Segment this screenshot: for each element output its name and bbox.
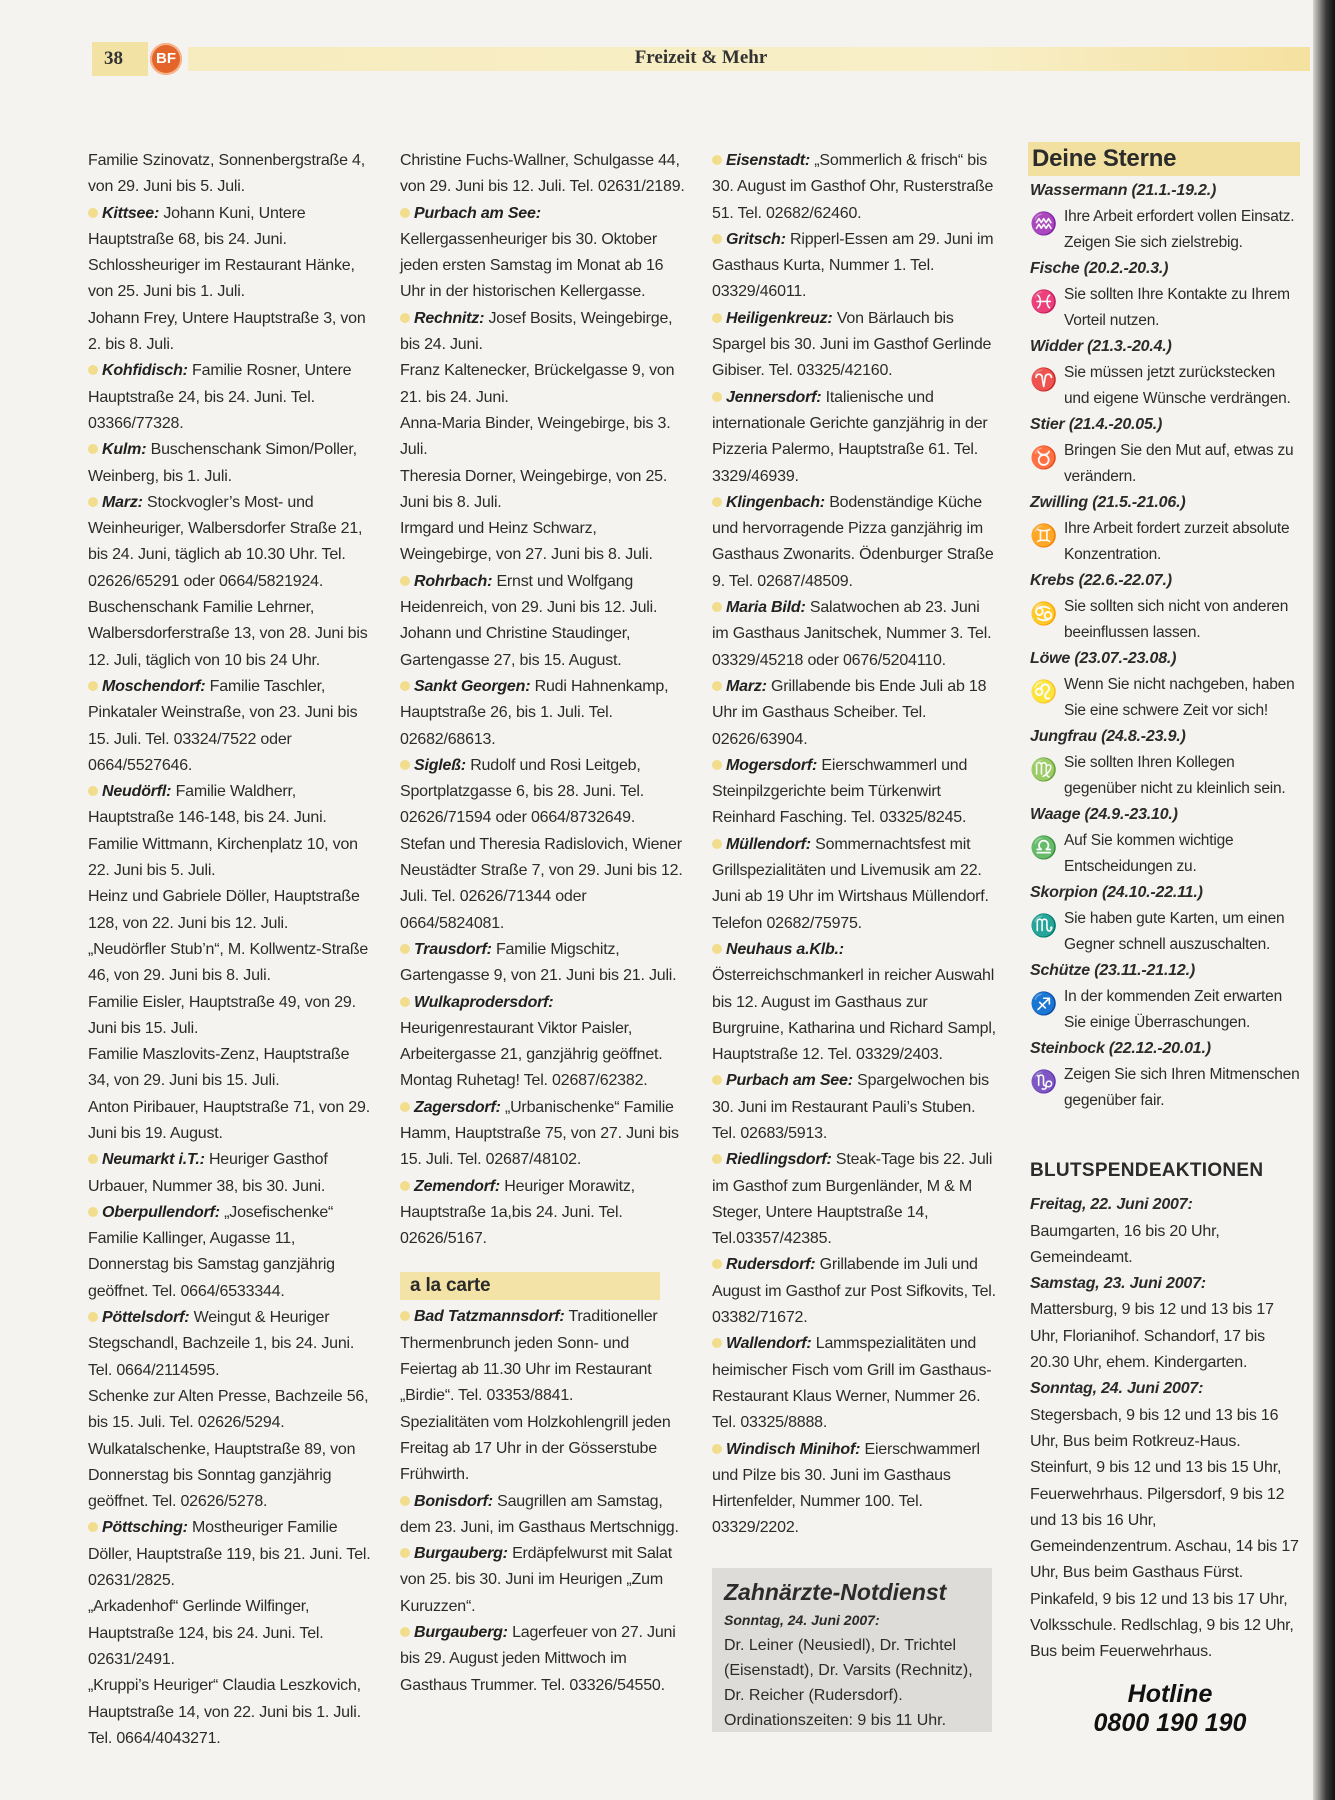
- bullet-icon: [712, 497, 722, 507]
- listing-text: Sommernachtsfest mit Grillspezialitäten und Livemusik am 22. Juni ab 19 Uhr im Wirtshaus Müllendorf. Telefon 02682/75975.: [712, 835, 989, 932]
- listing-entry: [88, 990, 374, 1043]
- zodiac-sign-name: Skorpion (24.10.-22.11.): [1030, 884, 1203, 901]
- bullet-icon: [400, 681, 410, 691]
- hotline-label: Hotline: [1127, 1680, 1213, 1708]
- zodiac-forecast: [1030, 204, 1300, 256]
- listing-text: Familie Migschitz, Gartengasse 9, von 21. Juni bis 21. Juli.: [400, 940, 677, 985]
- listing-text: Schlossheuriger im Restaurant Hänke, von 25. Juni bis 1. Juli.: [88, 257, 355, 301]
- zodiac-text: In der kommenden Zeit erwarten Sie einige Überraschungen.: [1064, 988, 1282, 1031]
- bullet-icon: [88, 444, 98, 454]
- listing-entry: [712, 674, 998, 753]
- bullet-icon: [400, 313, 410, 323]
- listing-text: Heuriger Morawitz, Hauptstraße 1a,bis 24. Juni. Tel. 02626/5167.: [400, 1177, 635, 1248]
- zodiac-text: Auf Sie kommen wichtige Entscheidungen zu.: [1064, 832, 1234, 875]
- bullet-icon: [712, 944, 722, 954]
- listing-entry: [400, 1410, 690, 1489]
- zodiac-forecast: [1030, 672, 1300, 724]
- listing-entry: [400, 937, 690, 990]
- listing-text: Josef Bosits, Weingebirge, bis 24. Juni.: [400, 309, 673, 354]
- listing-text: Heuriger Gasthof Urbauer, Nummer 38, bis 30. Juni.: [88, 1151, 328, 1195]
- dentist-hours: Ordinationszeiten: 9 bis 11 Uhr.: [724, 1712, 947, 1729]
- listing-text: Franz Kaltenecker, Brückelgasse 9, von 21. bis 24. Juni.: [400, 362, 675, 406]
- listing-entry: [712, 753, 998, 832]
- listing-text: Grillabende bis Ende Juli ab 18 Uhr im Gasthaus Scheiber. Tel. 02626/63904.: [712, 677, 987, 748]
- listing-entry: [712, 1331, 998, 1436]
- listing-entry: [400, 1174, 690, 1253]
- listing-text: Schenke zur Alten Presse, Bachzeile 56, bis 15. Juli. Tel. 02626/5294.: [88, 1387, 369, 1432]
- town-name: Burgauberg:: [414, 1545, 508, 1563]
- zodiac-sign-name: Stier (21.4.-20.05.): [1030, 416, 1163, 433]
- bullet-icon: [712, 313, 722, 323]
- blood-donation-list: [1030, 1192, 1300, 1665]
- zodiac-forecast: [1030, 828, 1300, 880]
- zodiac-forecast: [1030, 906, 1300, 958]
- town-name: Rohrbach:: [414, 572, 493, 590]
- section-title: Freizeit & Mehr: [634, 47, 768, 68]
- libra-icon: ♎: [1030, 834, 1058, 860]
- listing-text: Saugrillen am Samstag, dem 23. Juni, im Gasthaus Mertschnigg.: [400, 1492, 679, 1536]
- listing-entry: [88, 674, 374, 779]
- listing-entry: [88, 1673, 374, 1752]
- zodiac-sign-name: Löwe (23.07.-23.08.): [1030, 650, 1177, 667]
- listing-text: Buschenschank Familie Lehrner, Walbersdorferstraße 13, von 28. Juni bis 12. Juli, täglich von 10 bis 24 Uhr.: [88, 599, 368, 669]
- listing-entry: [88, 937, 374, 990]
- virgo-icon: ♍: [1030, 756, 1058, 782]
- listing-text: Familie Waldherr, Hauptstraße 146-148, bis 24. Juni.: [88, 783, 327, 827]
- listing-entry: [400, 1304, 690, 1409]
- listing-text: Rudolf und Rosi Leitgeb, Sportplatzgasse 6, bis 28. Juni. Tel. 02626/71594 oder 0664/8732649.: [400, 756, 645, 827]
- town-name: Zemendorf:: [414, 1177, 501, 1195]
- zodiac-text: Ihre Arbeit erfordert vollen Einsatz. Zeigen Sie sich zielstrebig.: [1064, 208, 1295, 251]
- town-name: Kittsee:: [102, 204, 160, 222]
- town-name: Moschendorf:: [102, 677, 206, 695]
- listing-text: Spargelwochen bis 30. Juni im Restaurant Pauli’s Stuben. Tel. 02683/5913.: [712, 1072, 989, 1142]
- zodiac-forecast: [1030, 438, 1300, 490]
- listing-text: Eierschwammerl und Steinpilzgerichte beim Türkenwirt Reinhard Fasching. Tel. 03325/8245.: [712, 756, 968, 827]
- town-name: Neumarkt i.T.:: [102, 1151, 205, 1169]
- town-name: Rudersdorf:: [726, 1256, 816, 1274]
- listing-text: Anton Piribauer, Hauptstraße 71, von 29. Juni bis 19. August.: [88, 1098, 370, 1142]
- bullet-icon: [400, 997, 410, 1007]
- zodiac-text: Ihre Arbeit fordert zurzeit absolute Konzentration.: [1064, 520, 1290, 563]
- donation-locations: Baumgarten, 16 bis 20 Uhr, Gemeindeamt.: [1030, 1222, 1220, 1266]
- listing-entry: [88, 1515, 374, 1594]
- listing-entry: [88, 595, 374, 674]
- listing-text: Steak-Tage bis 22. Juli im Gasthof zum Burgenländer, M & M Steger, Untere Hauptstraße 14, Tel.03357/42385.: [712, 1151, 993, 1248]
- blood-donation-title: BLUTSPENDEAKTIONEN: [1030, 1160, 1264, 1181]
- listing-entry: [400, 411, 690, 464]
- bf-logo-icon: BF: [150, 43, 182, 75]
- bullet-icon: [88, 208, 98, 218]
- town-name: Burgauberg:: [414, 1624, 508, 1642]
- zodiac-forecast: [1030, 984, 1300, 1036]
- listing-entry: [712, 148, 998, 227]
- page-header: [92, 42, 1310, 76]
- listing-entry: [88, 1095, 374, 1148]
- bullet-icon: [400, 1496, 410, 1506]
- horoscope-title: Deine Sterne: [1028, 142, 1300, 176]
- listing-text: „Sommerlich & frisch“ bis 30. August im Gasthof Ohr, Rusterstraße 51. Tel. 02682/62460.: [712, 152, 994, 222]
- zodiac-sign-name: Steinbock (22.12.-20.01.): [1030, 1040, 1211, 1057]
- donation-locations: Mattersburg, 9 bis 12 und 13 bis 17 Uhr, Florianihof. Schandorf, 17 bis 20.30 Uhr, ehem. Kindergarten.: [1030, 1301, 1274, 1372]
- town-name: Sankt Georgen:: [414, 677, 531, 695]
- town-name: Oberpullendorf:: [102, 1203, 220, 1221]
- bullet-icon: [88, 497, 98, 507]
- listing-entry: [88, 253, 374, 306]
- listing-entry: [712, 1252, 998, 1331]
- bullet-icon: [400, 1102, 410, 1112]
- town-name: Pöttsching:: [102, 1519, 188, 1537]
- bullet-icon: [712, 392, 722, 402]
- zodiac-forecast: [1030, 360, 1300, 412]
- hotline-box: [1090, 1680, 1250, 1738]
- town-name: Purbach am See:: [726, 1072, 853, 1090]
- listing-text: Theresia Dorner, Weingebirge, von 25. Juni bis 8. Juli.: [400, 467, 668, 511]
- town-name: Rechnitz:: [414, 309, 485, 327]
- listing-text: Familie Rosner, Untere Hauptstraße 24, bis 24. Juni. Tel. 03366/77328.: [88, 362, 352, 432]
- listing-entry: [400, 464, 690, 517]
- cancer-icon: ♋: [1030, 600, 1058, 626]
- town-name: Riedlingsdorf:: [726, 1151, 832, 1169]
- bullet-icon: [712, 155, 722, 165]
- town-name: Eisenstadt:: [726, 152, 811, 169]
- town-name: Zagersdorf:: [414, 1098, 501, 1116]
- listing-text: Christine Fuchs-Wallner, Schulgasse 44, von 29. Juni bis 12. Juli. Tel. 02631/2189.: [400, 152, 685, 196]
- listing-text: Von Bärlauch bis Spargel bis 30. Juni im Gasthof Gerlinde Gibiser. Tel. 03325/42160.: [712, 309, 992, 380]
- listing-entry: [88, 1437, 374, 1516]
- bullet-icon: [88, 1522, 98, 1532]
- listing-entry: [88, 1200, 374, 1305]
- pisces-icon: ♓: [1030, 288, 1058, 314]
- zodiac-text: Sie sollten Ihren Kollegen gegenüber nicht zu kleinlich sein.: [1064, 754, 1286, 797]
- listing-entry: [400, 621, 690, 674]
- listing-entry: [400, 990, 690, 1095]
- donation-date: Samstag, 23. Juni 2007:: [1030, 1275, 1206, 1293]
- listing-entry: [712, 490, 998, 595]
- zodiac-forecast: [1030, 516, 1300, 568]
- column-1: [88, 148, 374, 1752]
- donation-date: Sonntag, 24. Juni 2007:: [1030, 1380, 1204, 1398]
- town-name: Maria Bild:: [726, 599, 806, 617]
- bullet-icon: [400, 576, 410, 586]
- listing-entry: [712, 227, 998, 306]
- bullet-icon: [712, 1338, 722, 1348]
- zodiac-sign-name: Jungfrau (24.8.-23.9.): [1030, 728, 1186, 745]
- town-name: Sigleß:: [414, 756, 466, 774]
- listing-text: Bodenständige Küche und hervorragende Pizza ganzjährig im Gasthaus Zwonarits. Ödenburger Straße 9. Tel. 02687/48509.: [712, 493, 994, 590]
- town-name: Marz:: [726, 677, 767, 695]
- listing-text: Italienische und internationale Gerichte ganzjährig in der Pizzeria Palermo, Hauptstraße 61. Tel. 3329/46939.: [712, 388, 988, 485]
- listing-text: Heurigenrestaurant Viktor Paisler, Arbeitergasse 21, ganzjährig geöffnet. Montag Ruhetag! Tel. 02687/62382.: [400, 1019, 663, 1090]
- sagittarius-icon: ♐: [1030, 990, 1058, 1016]
- zodiac-forecast: [1030, 750, 1300, 802]
- bullet-icon: [88, 1312, 98, 1322]
- listing-entry: [400, 201, 690, 306]
- listing-text: Mostheuriger Familie Döller, Hauptstraße 119, bis 21. Juni. Tel. 02631/2825.: [88, 1519, 371, 1590]
- town-name: Marz:: [102, 493, 143, 511]
- alacarte-title: a la carte: [400, 1272, 660, 1300]
- aquarius-icon: ♒: [1030, 210, 1058, 236]
- aries-icon: ♈: [1030, 366, 1058, 392]
- town-name: Gritsch:: [726, 230, 786, 248]
- zodiac-sign-name: Widder (21.3.-20.4.): [1030, 338, 1172, 355]
- zodiac-sign-name: Zwilling (21.5.-21.06.): [1030, 494, 1186, 511]
- listing-text: Irmgard und Heinz Schwarz, Weingebirge, von 27. Juni bis 8. Juli.: [400, 520, 653, 564]
- zodiac-text: Wenn Sie nicht nachgeben, haben Sie eine schwere Zeit vor sich!: [1064, 676, 1295, 719]
- listing-text: Stefan und Theresia Radislovich, Wiener Neustädter Straße 7, von 29. Juni bis 12. Juli. Tel. 02626/71344 oder 0664/5824081.: [400, 835, 683, 932]
- listing-text: „Josefischenke“ Familie Kallinger, Augasse 11, Donnerstag bis Samstag ganzjährig geöffnet. Tel. 0664/6533344.: [88, 1203, 335, 1300]
- listing-entry: [712, 595, 998, 674]
- listing-entry: [88, 884, 374, 937]
- donation-date: Freitag, 22. Juni 2007:: [1030, 1196, 1193, 1214]
- listing-text: „Kruppi’s Heuriger“ Claudia Leszkovich, Hauptstraße 14, von 22. Juni bis 1. Juli. Tel. 0664/4043271.: [88, 1677, 361, 1747]
- listing-text: Johann Kuni, Untere Hauptstraße 68, bis 24. Juni.: [88, 204, 306, 248]
- bullet-icon: [400, 208, 410, 218]
- listing-text: Spezialitäten vom Holzkohlengrill jeden Freitag ab 17 Uhr in der Gösserstube Frühwirth.: [400, 1413, 671, 1484]
- bullet-icon: [400, 760, 410, 770]
- zodiac-sign-name: Fische (20.2.-20.3.): [1030, 260, 1169, 277]
- listing-text: Österreichschmankerl in reicher Auswahl bis 12. August im Gasthaus zur Burgruine, Katharina und Richard Sampl, Hauptstraße 12. Tel. 03329/2403.: [712, 967, 996, 1064]
- bullet-icon: [712, 1259, 722, 1269]
- listing-text: Familie Eisler, Hauptstraße 49, von 29. Juni bis 15. Juli.: [88, 993, 356, 1037]
- page-edge-shadow: [1313, 0, 1335, 1800]
- listing-entry: [88, 1305, 374, 1384]
- listing-text: Ripperl-Essen am 29. Juni im Gasthaus Kurta, Nummer 1. Tel. 03329/46011.: [712, 230, 994, 301]
- bullet-icon: [88, 1154, 98, 1164]
- zodiac-sign-name: Waage (24.9.-23.10.): [1030, 806, 1178, 823]
- listing-text: Traditioneller Thermenbrunch jeden Sonn- und Feiertag ab 11.30 Uhr im Restaurant „Birdie“. Tel. 03353/8841.: [400, 1308, 658, 1405]
- donation-locations: Stegersbach, 9 bis 12 und 13 bis 16 Uhr, Bus beim Rotkreuz-Haus. Steinfurt, 9 bis 12 und 13 bis 15 Uhr, Feuerwehrhaus. Pilgersdorf, 9 bis 12 und 13 bis 16 Uhr, Gemeindenzentrum. Aschau, 14 bis 17 Uhr, Bus beim Gasthaus Fürst. Pinkafeld, 9 bis 12 und 13 bis 17 Uhr, Volksschule. Redlschlag, 9 bis 12 Uhr, Bus beim Feuerwehrhaus.: [1030, 1406, 1299, 1661]
- town-name: Heiligenkreuz:: [726, 309, 833, 327]
- zodiac-sign-name: Krebs (22.6.-22.07.): [1030, 572, 1172, 589]
- listing-entry: [88, 148, 374, 201]
- zodiac-text: Sie sollten sich nicht von anderen beeinflussen lassen.: [1064, 598, 1289, 641]
- zodiac-text: Zeigen Sie sich Ihren Mitmenschen gegenüber fair.: [1064, 1066, 1300, 1109]
- bullet-icon: [400, 1181, 410, 1191]
- bullet-icon: [712, 234, 722, 244]
- bullet-icon: [712, 602, 722, 612]
- listing-text: „Neudörfler Stub’n“, M. Kollwentz-Straße 46, von 29. Juni bis 8. Juli.: [88, 940, 369, 985]
- listing-text: Lagerfeuer von 27. Juni bis 29. August jeden Mittwoch im Gasthaus Trummer. Tel. 03326/54550.: [400, 1624, 676, 1694]
- town-name: Jennersdorf:: [726, 388, 822, 406]
- zodiac-forecast: [1030, 282, 1300, 334]
- listing-text: Heinz und Gabriele Döller, Hauptstraße 128, von 22. Juni bis 12. Juli.: [88, 888, 360, 932]
- bullet-icon: [712, 839, 722, 849]
- bullet-icon: [400, 1548, 410, 1558]
- zodiac-text: Sie haben gute Karten, um einen Gegner schnell auszuschalten.: [1064, 910, 1285, 953]
- listing-entry: [712, 306, 998, 385]
- listing-entry: [88, 437, 374, 490]
- heuriger-list-continued: [400, 148, 690, 1252]
- zodiac-text: Bringen Sie den Mut auf, etwas zu verändern.: [1064, 442, 1294, 485]
- listing-entry: [400, 1620, 690, 1699]
- listing-entry: [88, 201, 374, 254]
- town-name: Neuhaus a.Klb.:: [726, 940, 844, 958]
- listing-text: Familie Wittmann, Kirchenplatz 10, von 22. Juni bis 5. Juli.: [88, 835, 358, 880]
- page-number: 38: [92, 42, 148, 76]
- listing-text: „Arkadenhof“ Gerlinde Wilfinger, Hauptstraße 124, bis 24. Juni. Tel. 02631/2491.: [88, 1598, 324, 1668]
- listing-entry: [400, 832, 690, 937]
- listing-text: Wulkatalschenke, Hauptstraße 89, von Donnerstag bis Sonntag ganzjährig geöffnet. Tel. 02626/5278.: [88, 1440, 356, 1511]
- listing-text: Eierschwammerl und Pilze bis 30. Juni im Gasthaus Hirtenfelder, Nummer 100. Tel. 03329/2202.: [712, 1440, 980, 1537]
- listing-text: Buschenschank Simon/Poller, Weinberg, bis 1. Juli.: [88, 441, 357, 485]
- town-name: Pöttelsdorf:: [102, 1309, 190, 1327]
- taurus-icon: ♉: [1030, 444, 1058, 470]
- listing-entry: [88, 1384, 374, 1437]
- column-3: [712, 148, 998, 1542]
- town-name: Müllendorf:: [726, 835, 811, 853]
- bullet-icon: [88, 1207, 98, 1217]
- listing-text: Grillabende im Juli und August im Gasthof zur Post Sifkovits, Tel. 03382/71672.: [712, 1256, 996, 1327]
- town-name: Mogersdorf:: [726, 756, 818, 774]
- listing-entry: [400, 674, 690, 753]
- town-name: Trausdorf:: [414, 940, 492, 958]
- horoscope-list: [1030, 178, 1300, 1114]
- bullet-icon: [88, 365, 98, 375]
- listing-entry: [712, 937, 998, 1068]
- bullet-icon: [400, 944, 410, 954]
- hotline-number: 0800 190 190: [1093, 1709, 1247, 1737]
- bullet-icon: [400, 1311, 410, 1321]
- town-name: Wallendorf:: [726, 1335, 812, 1353]
- alacarte-list: [400, 1304, 690, 1698]
- column-2: [400, 148, 690, 1699]
- bullet-icon: [712, 1444, 722, 1454]
- listing-entry: [88, 306, 374, 359]
- town-name: Bonisdorf:: [414, 1492, 493, 1510]
- dentist-emergency-box: [712, 1568, 992, 1732]
- listing-entry: [400, 148, 690, 201]
- zodiac-forecast: [1030, 594, 1300, 646]
- listing-entry: [400, 358, 690, 411]
- listing-entry: [88, 358, 374, 437]
- listing-text: Familie Taschler, Pinkataler Weinstraße, von 23. Juni bis 15. Juli. Tel. 03324/7522 oder 0664/5527646.: [88, 677, 358, 774]
- listing-entry: [88, 1042, 374, 1095]
- town-name: Wulkaprodersdorf:: [414, 993, 554, 1011]
- bullet-icon: [712, 1154, 722, 1164]
- listing-text: Johann Frey, Untere Hauptstraße 3, von 2. bis 8. Juli.: [88, 309, 366, 354]
- bullet-icon: [712, 681, 722, 691]
- listing-text: Kellergassenheuriger bis 30. Oktober jeden ersten Samstag im Monat ab 16 Uhr in der historischen Kellergasse.: [400, 230, 664, 301]
- town-name: Bad Tatzmannsdorf:: [414, 1308, 565, 1326]
- listing-entry: [400, 1489, 690, 1542]
- zodiac-sign-name: Schütze (23.11.-21.12.): [1030, 962, 1195, 979]
- listing-entry: [712, 832, 998, 937]
- listing-entry: [712, 1147, 998, 1252]
- listing-entry: [88, 832, 374, 885]
- zodiac-text: Sie müssen jetzt zurückstecken und eigene Wünsche verdrängen.: [1064, 364, 1291, 407]
- listing-text: „Urbanischenke“ Familie Hamm, Hauptstraße 75, von 27. Juni bis 15. Juli. Tel. 02687/48102.: [400, 1098, 679, 1169]
- listing-text: Rudi Hahnenkamp, Hauptstraße 26, bis 1. Juli. Tel. 02682/68613.: [400, 677, 669, 748]
- listing-entry: [88, 490, 374, 595]
- town-name: Windisch Minihof:: [726, 1440, 861, 1458]
- bullet-icon: [400, 1627, 410, 1637]
- listing-text: Familie Maszlovits-Zenz, Hauptstraße 34, von 29. Juni bis 15. Juli.: [88, 1046, 350, 1090]
- dentist-title: Zahnärzte-Notdienst: [724, 1579, 947, 1605]
- listing-entry: [400, 306, 690, 359]
- bullet-icon: [88, 681, 98, 691]
- town-name: Neudörfl:: [102, 783, 172, 801]
- zodiac-text: Sie sollten Ihre Kontakte zu Ihrem Vorteil nutzen.: [1064, 286, 1290, 329]
- listing-entry: [400, 1541, 690, 1620]
- listing-text: Salatwochen ab 23. Juni im Gasthaus Janitschek, Nummer 3. Tel. 03329/45218 oder 0676/5204110.: [712, 599, 992, 669]
- dentist-date: Sonntag, 24. Juni 2007:: [724, 1612, 880, 1628]
- town-name: Purbach am See:: [414, 204, 541, 222]
- listing-entry: [712, 385, 998, 490]
- zodiac-forecast: [1030, 1062, 1300, 1114]
- listing-text: Ernst und Wolfgang Heidenreich, von 29. Juni bis 12. Juli.: [400, 572, 658, 617]
- town-name: Klingenbach:: [726, 493, 825, 511]
- gemini-icon: ♊: [1030, 522, 1058, 548]
- dentist-names: Dr. Leiner (Neusiedl), Dr. Trichtel (Eisenstadt), Dr. Varsits (Rechnitz), Dr. Reicher (Rudersdorf).: [724, 1637, 973, 1704]
- zodiac-sign-name: Wassermann (21.1.-19.2.): [1030, 182, 1217, 199]
- listing-entry: [400, 753, 690, 832]
- column-4: [1030, 145, 1300, 1666]
- listing-text: Weingut & Heuriger Stegschandl, Bachzeile 1, bis 24. Juni. Tel. 0664/2114595.: [88, 1309, 355, 1379]
- listing-entry: [712, 1068, 998, 1147]
- listing-entry: [712, 1437, 998, 1542]
- listing-entry: [88, 779, 374, 832]
- bullet-icon: [712, 760, 722, 770]
- bullet-icon: [88, 786, 98, 796]
- listing-entry: [88, 1594, 374, 1673]
- bullet-icon: [712, 1075, 722, 1085]
- listing-entry: [88, 1147, 374, 1200]
- listing-text: Stockvogler’s Most- und Weinheuriger, Walbersdorfer Straße 21, bis 24. Juni, täglich ab 10.30 Uhr. Tel. 02626/65291 oder 0664/5821924.: [88, 493, 363, 590]
- listing-entry: [400, 1095, 690, 1174]
- listing-text: Erdäpfelwurst mit Salat von 25. bis 30. Juni im Heurigen „Zum Kuruzzen“.: [400, 1545, 672, 1615]
- town-name: Kulm:: [102, 441, 147, 459]
- town-name: Kohfidisch:: [102, 362, 188, 380]
- capricorn-icon: ♑: [1030, 1068, 1058, 1094]
- listing-text: Anna-Maria Binder, Weingebirge, bis 3. Juli.: [400, 414, 671, 459]
- listing-entry: [400, 516, 690, 569]
- listing-text: Familie Szinovatz, Sonnenbergstraße 4, von 29. Juni bis 5. Juli.: [88, 152, 365, 196]
- listing-entry: [400, 569, 690, 622]
- listing-text: Johann und Christine Staudinger, Gartengasse 27, bis 15. August.: [400, 625, 631, 669]
- scorpio-icon: ♏: [1030, 912, 1058, 938]
- listing-text: Lammspezialitäten und heimischer Fisch vom Grill im Gasthaus-Restaurant Klaus Werner, Nummer 26. Tel. 03325/8888.: [712, 1335, 992, 1432]
- leo-icon: ♌: [1030, 678, 1058, 704]
